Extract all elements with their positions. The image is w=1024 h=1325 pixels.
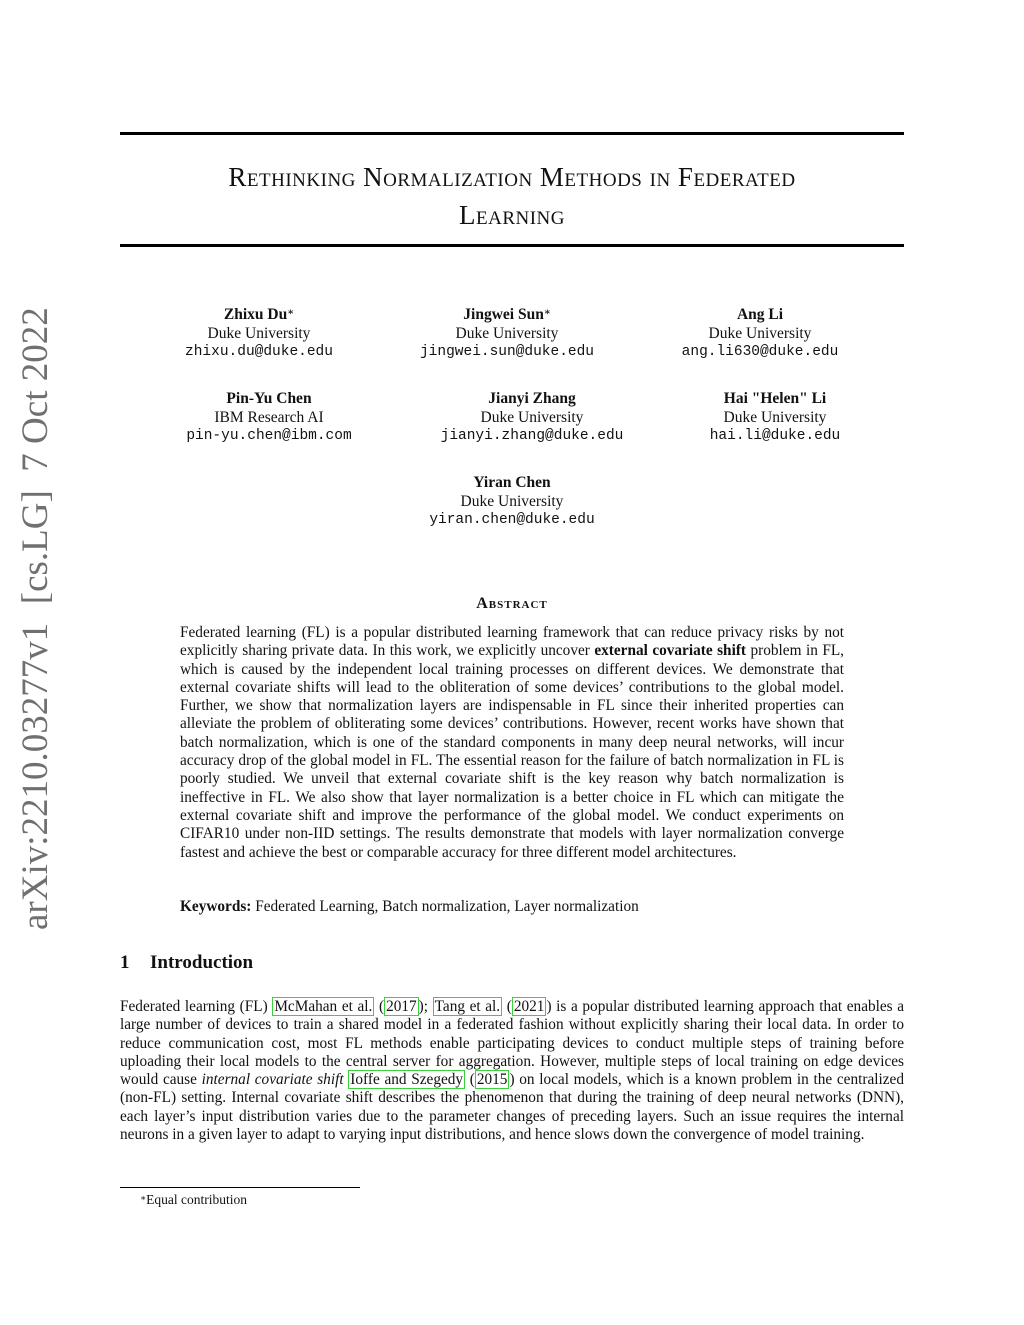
title-line-2: Learning (459, 200, 565, 230)
citation-year-link[interactable]: 2017 (386, 998, 417, 1015)
author-block (129, 305, 389, 362)
author-email[interactable]: jingwei.sun@duke.edu (419, 344, 595, 360)
introduction-paragraph: Federated learning (FL) McMahan et al. ( 2017 ); Tang et al. ( 2021 ) is a popular distributed learning approach that enables a large number of devices to train a shared model in a federated fashion without explicitly sharing their local data. In order to reduce communication cost, most FL methods enable participating devices to conduct multiple steps of training before uploading their local models to the central server for aggregation. However, multiple steps of local training on edge devices would cause internal covariate shift Ioffe and Szegedy ( 2015 ) on local models, which is a known problem in the centralized (non-FL) setting. Internal covariate shift describes the phenomenon that during the training of deep neural networks (DNN), each layer’s input distribution varies due to the parameter changes of preceding layers. Such an issue requires the internal neurons in a given layer to adapt to varying input distributions, and hence slows down the convergence of model training. (120, 998, 905, 1144)
section-title: Introduction (150, 952, 254, 973)
author-block (139, 389, 399, 446)
author-name: Pin-Yu Chen (226, 390, 312, 407)
author-affiliation: IBM Research AI (214, 409, 324, 426)
keywords-text: Federated Learning, Batch normalization, Layer normalization (251, 898, 639, 915)
footnote-text: Equal contribution (146, 1192, 247, 1207)
author-name: Jianyi Zhang (488, 390, 576, 407)
author-email[interactable]: hai.li@duke.edu (709, 428, 841, 444)
author-block (645, 389, 905, 446)
author-email[interactable]: pin-yu.chen@ibm.com (186, 428, 352, 444)
keywords-label: Keywords: (180, 898, 252, 915)
author-email[interactable]: ang.li630@duke.edu (681, 344, 839, 360)
author-affiliation: Duke University (480, 409, 584, 426)
author-name: Ang Li (736, 306, 784, 323)
citation-link[interactable]: McMahan et al. (274, 998, 373, 1015)
abstract-heading: Abstract (476, 595, 548, 612)
author-affiliation: Duke University (460, 493, 564, 510)
author-email[interactable]: jianyi.zhang@duke.edu (440, 428, 624, 444)
citation-link[interactable]: Ioffe and Szegedy (350, 1071, 464, 1089)
author-name: Hai "Helen" Li (723, 390, 827, 407)
footnote-mark: ∗ (140, 1193, 147, 1203)
citation-year-link[interactable]: 2015 (476, 1071, 508, 1089)
citation-link[interactable]: Tang et al. (434, 998, 501, 1015)
author-name: Yiran Chen (473, 474, 551, 491)
footnote (140, 1191, 247, 1208)
author-block (382, 473, 642, 530)
author-affiliation: Duke University (723, 409, 827, 426)
abstract-body: Federated learning (FL) is a popular distributed learning framework that can reduce privacy risks by not explicitly sharing private data. In this work, we explicitly uncover external covariate shift problem in FL, which is caused by the independent local training processes on different devices. We demonstrate that external covariate shifts will lead to the obliteration of some devices’ contributions to the global model. Further, we show that normalization layers are indispensable in FL since their inherited properties can alleviate the problem of obliterating some devices’ contributions. However, recent works have shown that batch normalization, which is one of the standard components in many deep neural networks, will incur accuracy drop of the global model in FL. The essential reason for the failure of batch normalization in FL is poorly studied. We unveil that external covariate shift is the key reason why batch normalization is ineffective in FL. We also show that layer normalization is a better choice in FL which can mitigate the external covariate shift and improve the performance of the global model. We conduct experiments on CIFAR10 under non-IID settings. The results demonstrate that models with layer normalization converge fastest and achieve the best or comparable accuracy for three different model architectures. (180, 624, 844, 861)
author-email[interactable]: yiran.chen@duke.edu (429, 512, 595, 528)
arxiv-sidebar (14, 307, 58, 930)
keywords (180, 898, 844, 916)
author-block (377, 305, 637, 362)
section-heading (120, 952, 253, 974)
author-affiliation: Duke University (455, 325, 559, 342)
arxiv-identifier: arXiv:2210.03277v1 [cs.LG] 7 Oct 2022 (15, 307, 56, 930)
equal-contribution-mark: ∗ (287, 307, 295, 318)
author-name: Zhixu Du∗ (223, 306, 295, 323)
equal-contribution-mark: ∗ (543, 307, 551, 318)
author-block (402, 389, 662, 446)
paper-title (120, 158, 904, 234)
abstract-bold-term: external covariate shift (594, 642, 747, 660)
citation-year-link[interactable]: 2021 (513, 998, 545, 1015)
author-block (630, 305, 890, 362)
author-email[interactable]: zhixu.du@duke.edu (185, 344, 333, 360)
author-name: Jingwei Sun∗ (463, 306, 551, 323)
author-affiliation: Duke University (708, 325, 812, 342)
title-line-1: Rethinking Normalization Methods in Federated (228, 162, 796, 192)
italic-term: internal covariate shift (201, 1071, 344, 1089)
title-rule-top (120, 132, 904, 135)
section-number: 1 (120, 952, 130, 973)
author-affiliation: Duke University (207, 325, 311, 342)
title-rule-bottom (120, 244, 904, 247)
footnote-rule (120, 1187, 360, 1188)
